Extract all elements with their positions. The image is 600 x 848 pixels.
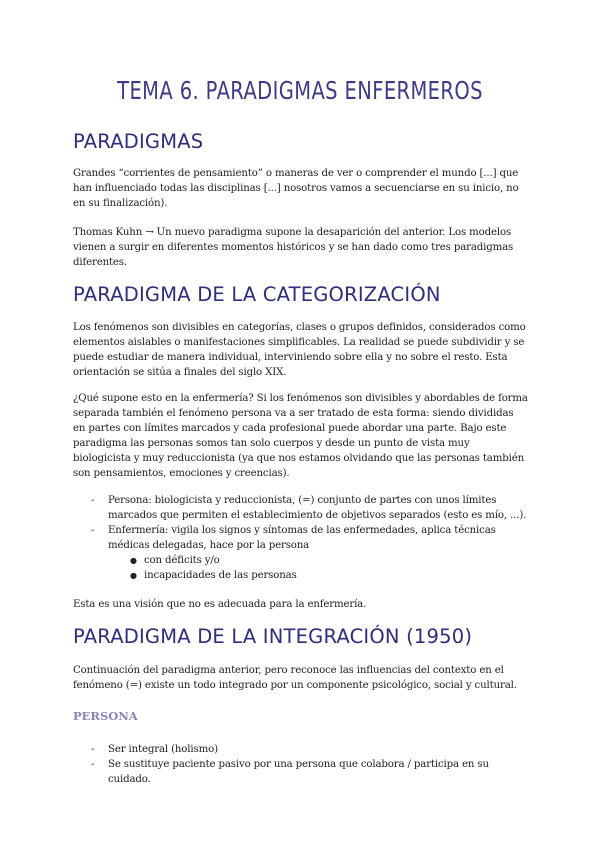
sublist-item-deficits bbox=[130, 553, 490, 568]
list-item-ser-integral bbox=[91, 742, 531, 757]
bullet-icon: ● bbox=[130, 571, 137, 580]
paragraph-categorizacion-definition: Los fenómenos son divisibles en categorías, clases o grupos definidos, considerados como elementos aislables o manifestaciones simplificables. La realidad se puede subdividir y se puede estudiar de manera individual, interviniendo sobre ella y no sobre el resto. Esta orientación se sitúa a finales del siglo XIX. bbox=[73, 322, 526, 378]
paragraph-paradigmas-definition: Grandes “corrientes de pensamiento” o maneras de ver o comprender el mundo [...] que han influenciado todas las disciplinas [...] nosotros vamos a secuenciarse en su inicio, no en su finalización). bbox=[73, 168, 519, 209]
list-item-enfermeria bbox=[91, 523, 531, 553]
list-item-paciente bbox=[91, 757, 531, 787]
subheading-persona: PERSONA bbox=[73, 709, 138, 723]
bullet-icon: ● bbox=[130, 556, 137, 565]
list-marker: - bbox=[91, 525, 95, 536]
page-title: TEMA 6. PARADIGMAS ENFERMEROS bbox=[117, 76, 483, 105]
sublist-item-text: incapacidades de las personas bbox=[144, 570, 297, 581]
list-item-text: Ser integral (holismo) bbox=[108, 744, 218, 755]
list-item-persona bbox=[91, 493, 531, 523]
list-marker: - bbox=[91, 759, 95, 770]
sublist-item-incapacidades bbox=[130, 568, 490, 583]
list-marker: - bbox=[91, 744, 95, 755]
list-item-text: Se sustituye paciente pasivo por una persona que colabora / participa en su cuidado. bbox=[108, 759, 489, 785]
list-item-text: Enfermería: vigila los signos y síntomas de las enfermedades, aplica técnicas médicas delegadas, hace por la persona bbox=[108, 525, 496, 551]
paragraph-thomas-kuhn: Thomas Kuhn → Un nuevo paradigma supone la desaparición del anterior. Los modelos vienen a surgir en diferentes momentos históricos y se han dado como tres paradigmas diferentes. bbox=[73, 227, 514, 268]
section-heading-integracion: PARADIGMA DE LA INTEGRACIÓN (1950) bbox=[73, 625, 473, 648]
list-marker: - bbox=[91, 495, 95, 506]
section-heading-paradigmas: PARADIGMAS bbox=[73, 130, 204, 153]
list-item-text: Persona: biologicista y reduccionista, (=) conjunto de partes con unos límites marcados que permiten el establecimiento de objetivos separados (esto es mío, ...). bbox=[108, 495, 527, 521]
paragraph-categorizacion-conclusion: Esta es una visión que no es adecuada para la enfermería. bbox=[73, 599, 367, 610]
sublist-item-text: con déficits y/o bbox=[144, 555, 220, 566]
paragraph-integracion-definition: Continuación del paradigma anterior, pero reconoce las influencias del contexto en el fenómeno (=) existe un todo integrado por un componente psicológico, social y cultural. bbox=[73, 665, 517, 691]
section-heading-categorizacion: PARADIGMA DE LA CATEGORIZACIÓN bbox=[73, 283, 441, 306]
paragraph-categorizacion-enfermeria: ¿Qué supone esto en la enfermería? Si los fenómenos son divisibles y abordables de forma separada también el fenómeno persona va a ser tratado de esta forma: siendo divididas en partes con límites marcados y cada profesional puede abordar una parte. Bajo este paradigma las personas somos tan solo cuerpos y desde un punto de vista muy biologicista y muy reduccionista (ya que nos estamos olvidando que las personas también son pensamientos, emociones y creencias). bbox=[73, 393, 528, 479]
